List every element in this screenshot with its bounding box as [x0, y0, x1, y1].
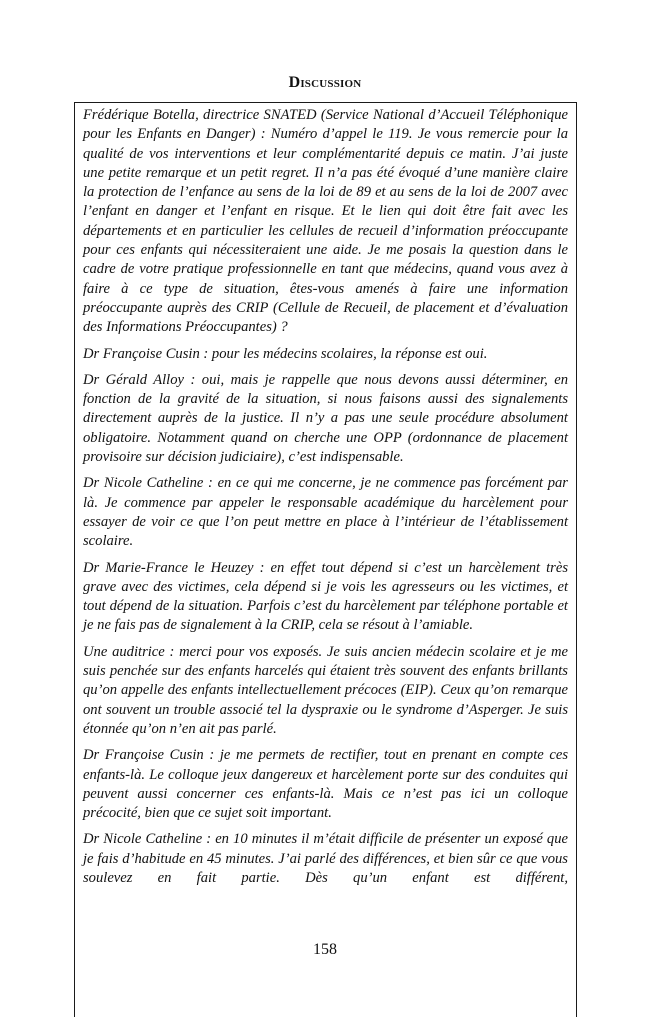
discussion-entry: [83, 643, 568, 739]
entry-text: : Numéro d’appel le 119. Je vous remercie pour la qualité de vos interventions et leur complémentarité depuis ce matin. J’ai juste une petite remarque et un petit regret. Il n’a pas été évoqué d’une manière claire la protection de l’enfance au sens de la loi de 89 et au sens de la loi de 2007 avec l’enfant en danger et l’enfant en risque. Et le lien qui doit être fait avec les départements et en particulier les cellules de recueil d’information préoccupante pour ces enfants qui nécessiteraient une aide. Je me posais la question dans le cadre de votre pratique professionnelle en tant que médecins, quand vous avez à faire à ce type de situation, êtes-vous amenés à faire une information préoccupante auprès des CRIP (Cellule de Recueil, de placement et d’évaluation des Informations Préoccupantes) ?: [83, 126, 568, 336]
speaker-name: Dr Marie-France le Heuzey: [83, 559, 254, 576]
discussion-box: [74, 102, 577, 1017]
speaker-name: Frédérique Botella, directrice SNATED (Service National d’Accueil Téléphonique pour les Enfants en Danger): [83, 107, 568, 143]
entry-text: : oui, mais je rappelle que nous devons aussi déterminer, en fonction de la gravité de la situation, si nous faisons aussi des signalements directement auprès de la justice. Il n’y a pas une seule procédure absolument obligatoire. Notamment quand on cherche une OPP (ordonnance de placement provisoire sur décision judiciaire), c’est indispensable.: [83, 371, 568, 466]
discussion-entry: [83, 830, 568, 888]
discussion-entry: [83, 371, 568, 467]
entry-text: : je me permets de rectifier, tout en prenant en compte ces enfants-là. Le colloque jeux dangereux et harcèlement porte sur des conduites qui peuvent aussi concerner ces enfants-là. Mais ce n’est pas ici un colloque précocité, bien que ce sujet soit important.: [83, 747, 569, 822]
discussion-entry: [83, 106, 568, 338]
speaker-name: Dr Françoise Cusin: [83, 747, 204, 764]
speaker-name: Dr Nicole Catheline: [83, 475, 204, 492]
speaker-name: Dr Françoise Cusin: [83, 345, 200, 362]
section-heading: Discussion: [288, 74, 362, 91]
entry-text: : en effet tout dépend si c’est un harcèlement très grave avec des victimes, cela dépend si je vois les agresseurs ou les victimes, et tout dépend de la situation. Parfois c’est du harcèlement par téléphone portable et je ne fais pas de signalement à la CRIP, cela se résout à l’amiable.: [83, 559, 569, 634]
discussion-entry: [83, 746, 568, 823]
discussion-entry: [83, 559, 568, 636]
entry-text: : en ce qui me concerne, je ne commence pas forcément par là. Je commence par appeler le responsable académique du harcèlement pour essayer de voir ce que l’on peut mettre en place à l’intérieur de l’établissement scolaire.: [83, 475, 568, 550]
discussion-entry: [83, 474, 568, 551]
page-number: 158: [313, 941, 337, 958]
speaker-name: Dr Gérald Alloy: [83, 371, 185, 388]
speaker-name: Dr Nicole Catheline: [83, 831, 203, 848]
speaker-name: Une auditrice: [83, 643, 165, 660]
entry-text: : merci pour vos exposés. Je suis ancien médecin scolaire et je me suis penchée sur des enfants harcelés qui étaient très souvent des enfants brillants qu’on appelle des enfants intellectuellement précoces (EIP). Ceux qu’on remarque ont souvent un trouble associé tel la dyspraxie ou le syndrome d’Asperger. Je suis étonnée qu’on n’en ait pas parlé.: [83, 643, 568, 737]
entry-text: : pour les médecins scolaires, la réponse est oui.: [199, 345, 488, 362]
entry-text: : en 10 minutes il m’était difficile de présenter un exposé que je fais d’habitude en 45 minutes. J’ai parlé des différences, et bien sûr ce que vous soulevez en fait partie. Dès qu’un enfant est différent,: [83, 831, 568, 886]
discussion-entry: [83, 345, 568, 364]
